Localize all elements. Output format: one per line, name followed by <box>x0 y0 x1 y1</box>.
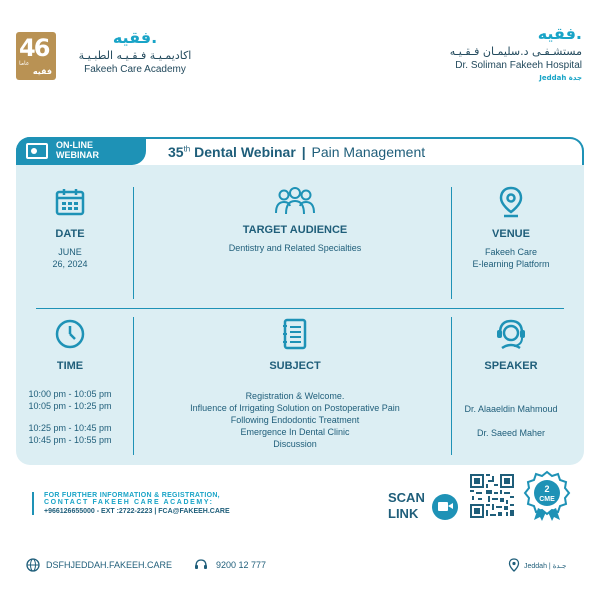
speaker-label: SPEAKER <box>484 360 538 372</box>
webinar-number-suffix: th <box>183 144 191 154</box>
cme-label: CME <box>539 496 555 503</box>
time-block <box>20 318 120 372</box>
time-slots <box>20 388 120 446</box>
hospital-name-ar: مستشـفـى د.سليمـان فـقـيـه <box>449 45 582 58</box>
subject-item: Influence of Irrigating Solution on Postoperative Pain <box>190 403 400 413</box>
scan-link-text <box>388 490 425 522</box>
hospital-name-en: Dr. Soliman Fakeeh Hospital <box>455 60 582 71</box>
speaker-name: Dr. Saeed Maher <box>476 428 546 438</box>
footer-location: Jeddah | جـدة <box>524 563 567 570</box>
divider <box>133 187 134 299</box>
anniversary-badge <box>16 32 56 80</box>
online-webinar-tag <box>16 137 146 165</box>
badge-logo: فقيه <box>32 67 52 76</box>
audience-block <box>140 186 450 254</box>
audience-value: Dentistry and Related Specialties <box>228 243 362 253</box>
date-line1: JUNE <box>58 247 82 257</box>
date-label: DATE <box>55 228 85 240</box>
time-slot: 10:45 pm - 10:55 pm <box>28 435 112 445</box>
header <box>0 0 600 120</box>
notebook-icon <box>281 318 309 350</box>
subject-label: SUBJECT <box>269 360 321 372</box>
webinar-number: 35 <box>168 144 184 160</box>
venue-label: VENUE <box>492 228 530 240</box>
qr-code[interactable] <box>468 472 516 520</box>
date-value <box>20 246 120 270</box>
headset-phone-icon <box>194 558 208 572</box>
scan-line2: LINK <box>388 506 419 521</box>
webinar-title <box>168 144 425 160</box>
hospital-brand: فقيه. <box>537 24 582 43</box>
contact-line3[interactable]: +966126655000 - EXT :2722-2223 | FCA@FAKEEH.CARE <box>44 508 230 515</box>
group-icon <box>272 186 318 216</box>
hospital-logo <box>422 24 582 82</box>
webinar-title-bold: Dental Webinar <box>194 144 296 160</box>
speaker-list <box>454 403 568 439</box>
subject-block <box>140 318 450 372</box>
academy-logo <box>70 28 200 75</box>
subject-item: Discussion <box>273 439 317 449</box>
globe-icon <box>26 558 40 572</box>
website-link[interactable]: DSFHJEDDAH.FAKEEH.CARE <box>46 560 173 570</box>
venue-line1: Fakeeh Care <box>484 247 538 257</box>
clock-icon <box>54 318 86 350</box>
venue-line2: E-learning Platform <box>472 259 550 269</box>
divider <box>133 317 134 455</box>
headset-icon <box>494 318 528 350</box>
academy-name-en: Fakeeh Care Academy <box>84 64 186 75</box>
time-slot: 10:05 pm - 10:25 pm <box>28 401 112 411</box>
academy-name-ar: اكاديمـيـة فـقـيـه الطبـيـة <box>78 49 192 62</box>
time-slot: 10:00 pm - 10:05 pm <box>28 389 112 399</box>
location-pin-icon <box>508 558 520 572</box>
speaker-name: Dr. Alaaeldin Mahmoud <box>464 404 558 414</box>
location-pin-icon <box>498 186 524 218</box>
divider <box>451 187 452 299</box>
divider <box>36 308 564 309</box>
venue-block <box>454 186 568 270</box>
phone-number[interactable]: 9200 12 777 <box>216 560 267 570</box>
online-line1: ON-LINE <box>56 140 93 150</box>
time-label: TIME <box>56 360 84 372</box>
cme-badge <box>522 470 572 522</box>
contact-line1: FOR FURTHER INFORMATION & REGISTRATION, <box>44 492 220 499</box>
scan-line1: SCAN <box>388 490 425 505</box>
subject-item: Following Endodontic Treatment <box>230 415 360 425</box>
webinar-subtitle: Pain Management <box>311 144 426 160</box>
date-block <box>20 186 120 270</box>
academy-brand: فقيه. <box>112 28 158 47</box>
hospital-city: Jeddah جدة <box>539 74 582 82</box>
divider <box>451 317 452 455</box>
contact-line2: CONTACT FAKEEH CARE ACADEMY: <box>44 499 214 506</box>
contact-info <box>32 492 362 515</box>
subject-list <box>140 390 450 450</box>
online-line2: WEBINAR <box>56 150 99 160</box>
calendar-icon <box>54 186 86 218</box>
speaker-block <box>454 318 568 372</box>
venue-value <box>454 246 568 270</box>
subject-item: Registration & Welcome. <box>245 391 345 401</box>
subject-item: Emergence In Dental Clinic <box>240 427 350 437</box>
online-webinar-text <box>56 140 99 160</box>
title-separator: | <box>301 144 306 160</box>
cme-number: 2 <box>544 484 550 494</box>
date-line2: 26, 2024 <box>52 259 88 269</box>
badge-sub: عاما <box>19 60 30 67</box>
online-screen-icon <box>26 143 48 159</box>
audience-label: TARGET AUDIENCE <box>242 224 348 236</box>
video-camera-icon[interactable] <box>432 494 458 520</box>
footer-bar <box>0 552 600 582</box>
badge-number: 46 <box>19 34 49 62</box>
time-slot: 10:25 pm - 10:45 pm <box>28 423 112 433</box>
